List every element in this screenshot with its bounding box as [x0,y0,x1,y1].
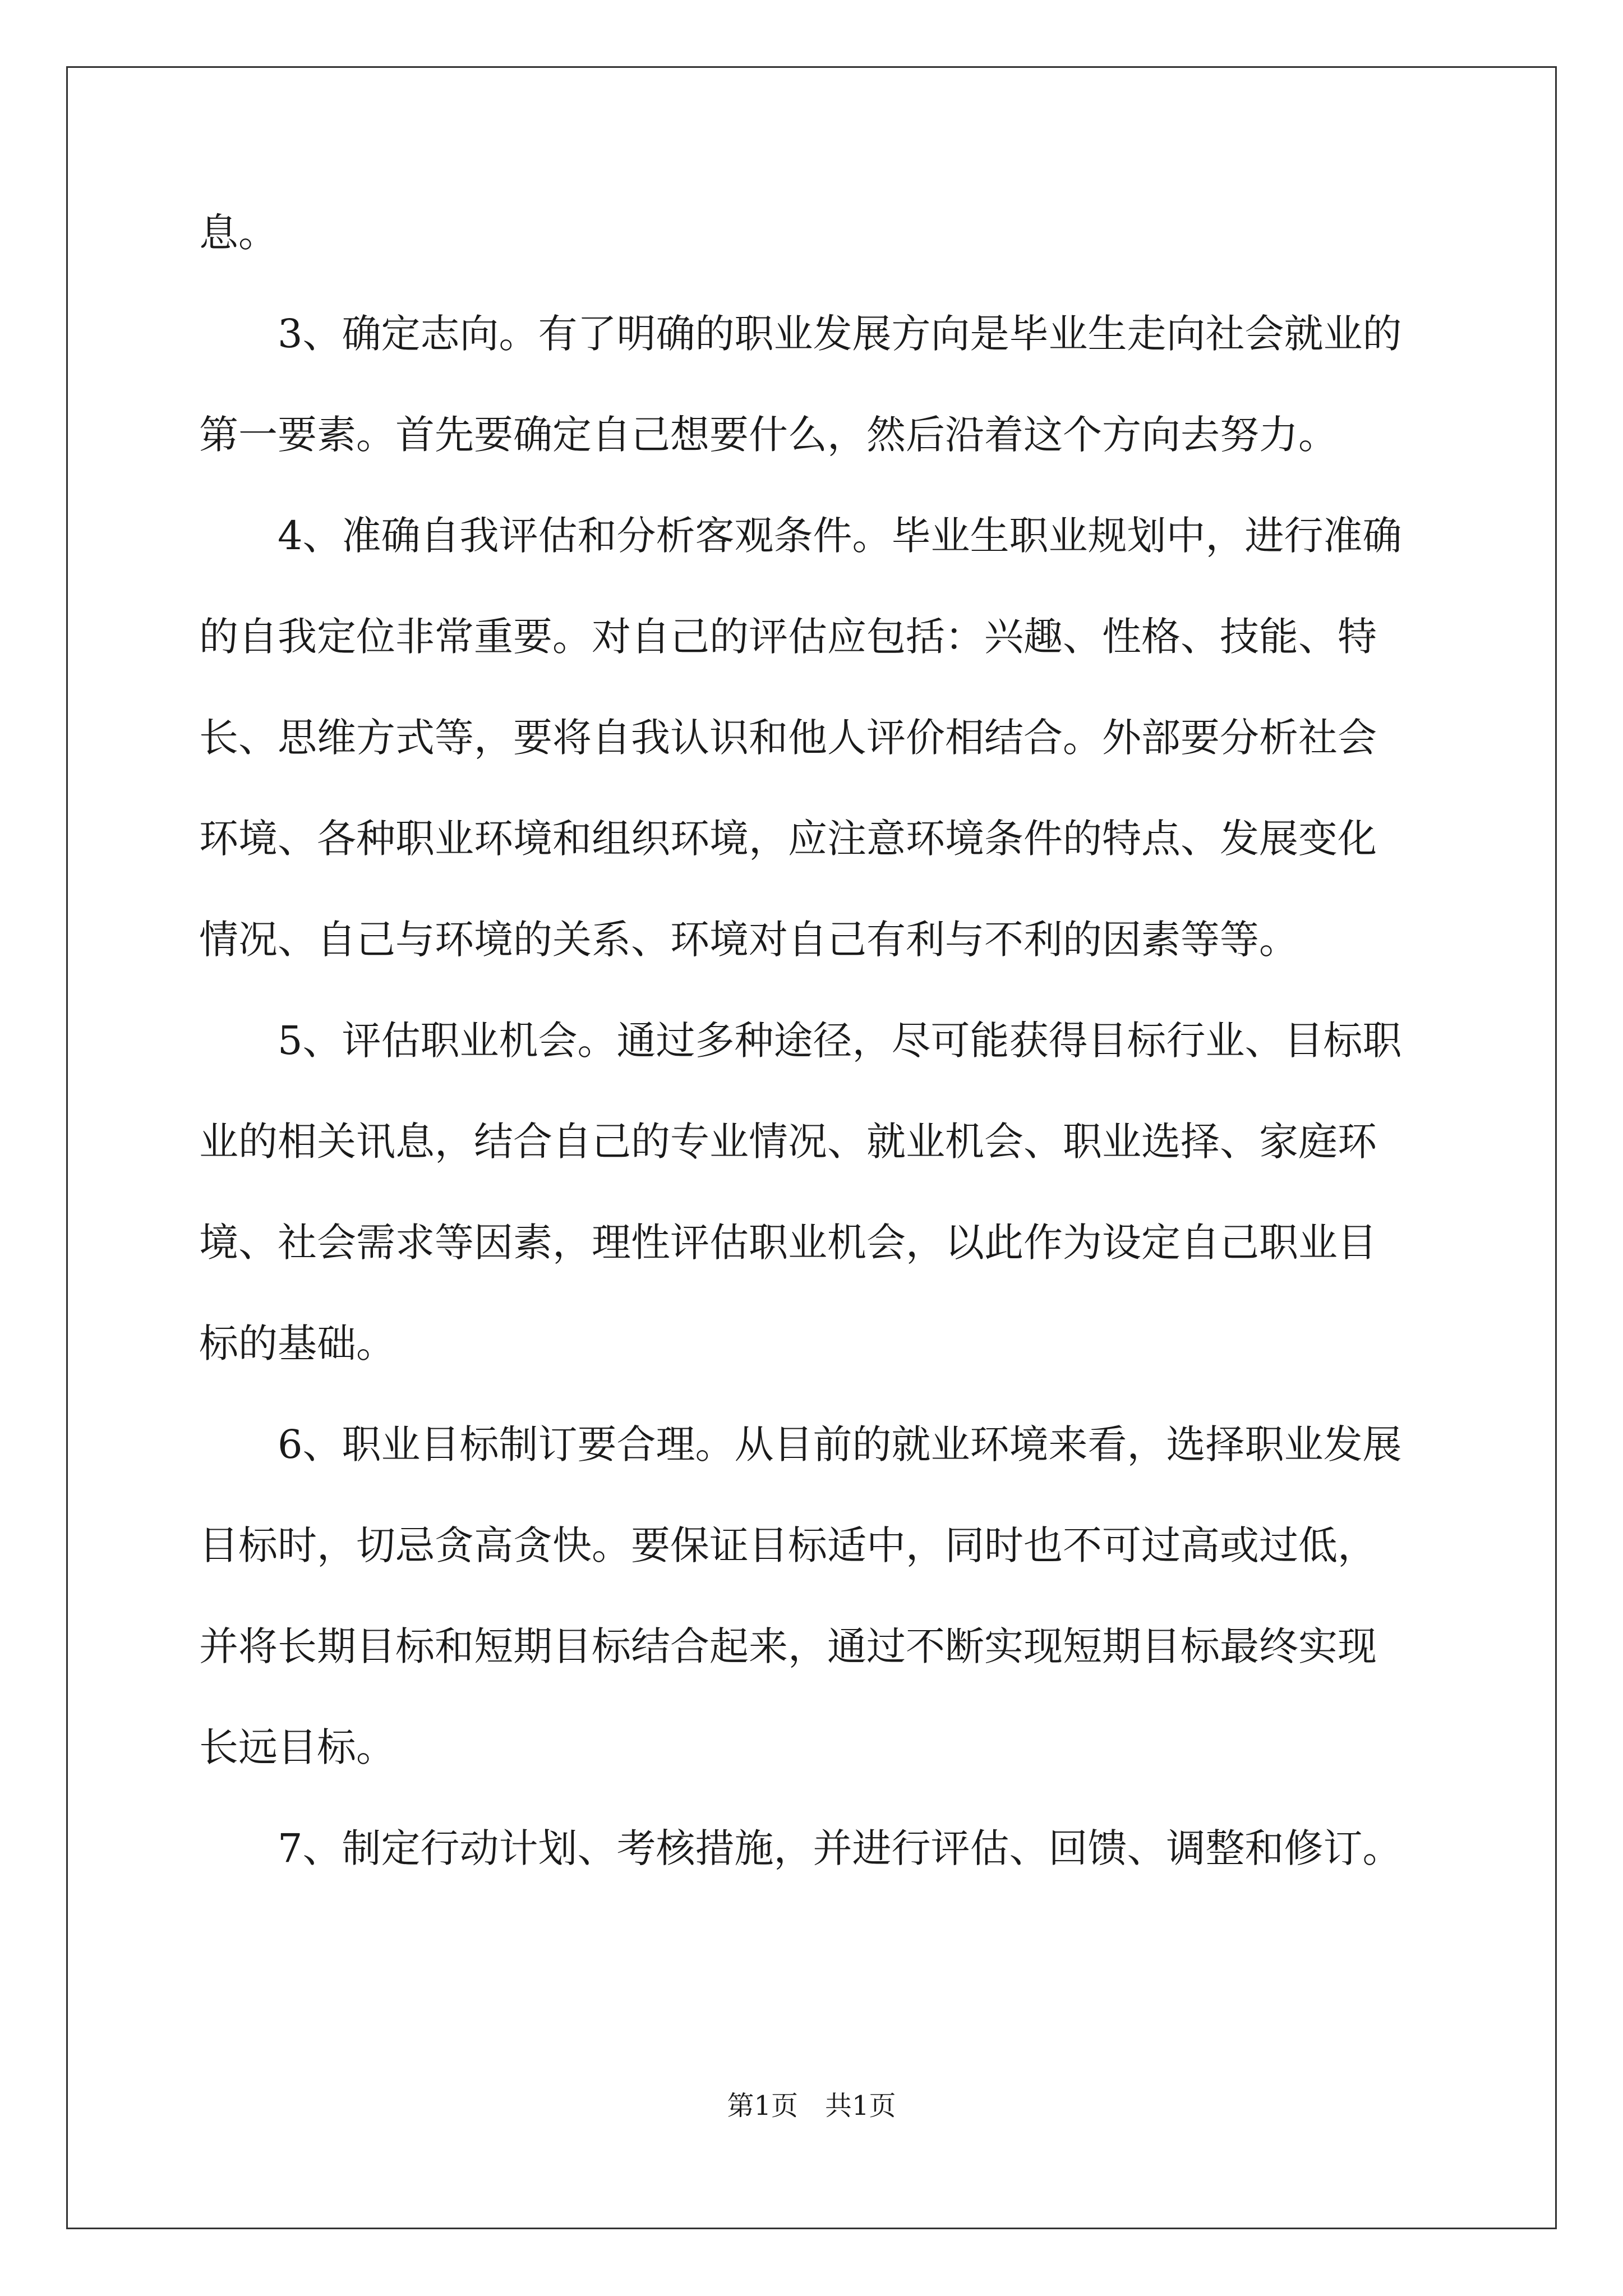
text-line: 境、社会需求等因素，理性评估职业机会，以此作为设定自己职业目 [199,1220,1377,1266]
text-line: 长、思维方式等，要将自我认识和他人评价相结合。外部要分析社会 [199,715,1377,761]
text-line: 第一要素。首先要确定自己想要什么，然后沿着这个方向去努力。 [199,412,1338,458]
text-line: 环境、各种职业环境和组织环境，应注意环境条件的特点、发展变化 [199,816,1377,862]
text-line: 息。 [199,210,278,256]
text-line: 4、准确自我评估和分析客观条件。毕业生职业规划中，进行准确 [278,513,1402,559]
text-line: 业的相关讯息，结合自己的专业情况、就业机会、职业选择、家庭环 [199,1119,1377,1165]
text-line: 5、评估职业机会。通过多种途径，尽可能获得目标行业、目标职 [278,1018,1402,1064]
text-line: 3、确定志向。有了明确的职业发展方向是毕业生走向社会就业的 [278,311,1402,357]
text-line: 的自我定位非常重要。对自己的评估应包括：兴趣、性格、技能、特 [199,614,1377,660]
text-line: 7、制定行动计划、考核措施，并进行评估、回馈、调整和修订。 [278,1825,1402,1871]
text-line: 并将长期目标和短期目标结合起来，通过不断实现短期目标最终实现 [199,1623,1377,1669]
page-number-footer: 第1页 共1页 [727,2090,896,2122]
text-line: 长远目标。 [199,1724,395,1770]
text-line: 标的基础。 [199,1320,395,1366]
text-line: 6、职业目标制订要合理。从目前的就业环境来看，选择职业发展 [278,1421,1402,1467]
text-line: 目标时，切忌贪高贪快。要保证目标适中，同时也不可过高或过低， [199,1522,1377,1568]
document-body [199,210,1424,1930]
text-line: 情况、自己与环境的关系、环境对自己有利与不利的因素等等。 [199,917,1298,963]
